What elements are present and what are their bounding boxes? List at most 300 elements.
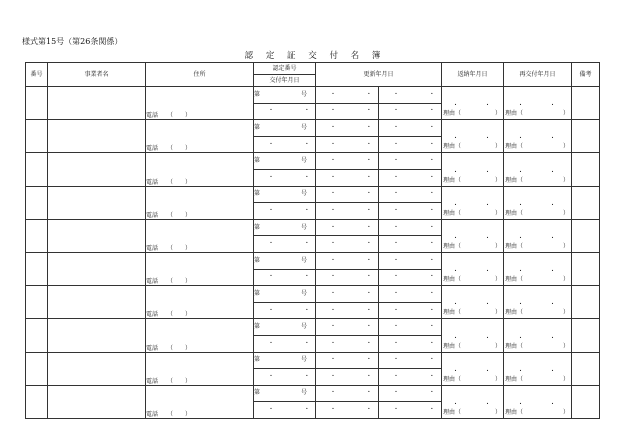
return-date-cell[interactable] bbox=[442, 219, 504, 252]
business-name-cell[interactable] bbox=[48, 87, 146, 120]
date-dots: ・ ・ bbox=[393, 306, 449, 314]
date-dots: ・ ・ bbox=[330, 356, 386, 364]
date-dots: ・ ・ bbox=[268, 206, 324, 214]
reason-suffix: ） bbox=[495, 276, 502, 284]
reissue-date-cell[interactable] bbox=[504, 153, 572, 186]
address-cell[interactable] bbox=[146, 219, 254, 252]
renewal-date-3[interactable] bbox=[316, 402, 386, 419]
date-dots: ・ ・ bbox=[393, 140, 449, 148]
date-dots: ・ ・ bbox=[268, 306, 324, 314]
reason-suffix: ） bbox=[495, 342, 502, 350]
reason-prefix: 理由（ bbox=[505, 209, 524, 217]
address-cell[interactable] bbox=[146, 385, 254, 418]
business-name-cell[interactable] bbox=[48, 385, 146, 418]
date-dots: ・ ・ bbox=[330, 372, 386, 380]
date-dots: ・ ・ bbox=[330, 389, 386, 397]
table-row bbox=[26, 120, 600, 137]
business-name-cell[interactable] bbox=[48, 186, 146, 219]
table-row bbox=[26, 286, 600, 303]
remarks-cell[interactable] bbox=[572, 120, 600, 153]
reason-suffix: ） bbox=[563, 408, 570, 416]
reason-prefix: 理由（ bbox=[443, 408, 462, 416]
phone-label: 電話 （ ） bbox=[146, 178, 192, 186]
cert-number-cell[interactable] bbox=[254, 286, 316, 303]
reason-prefix: 理由（ bbox=[505, 408, 524, 416]
date-dots: ・ ・ bbox=[393, 223, 449, 231]
reason-suffix: ） bbox=[563, 242, 570, 250]
cert-number-cell[interactable] bbox=[254, 385, 316, 402]
date-dots: ・ ・ bbox=[517, 102, 568, 110]
cert-prefix: 第 bbox=[254, 323, 261, 331]
date-dots: ・ ・ bbox=[268, 173, 324, 181]
date-dots: ・ ・ bbox=[393, 123, 449, 131]
cert-prefix: 第 bbox=[254, 90, 261, 98]
cert-suffix: 号 bbox=[300, 223, 307, 231]
address-cell[interactable] bbox=[146, 153, 254, 186]
date-dots: ・ ・ bbox=[452, 234, 503, 242]
renewal-date-3[interactable] bbox=[316, 302, 386, 319]
reason-suffix: ） bbox=[563, 342, 570, 350]
reason-prefix: 理由（ bbox=[443, 176, 462, 184]
phone-label: 電話 （ ） bbox=[146, 311, 192, 319]
renewal-date-4[interactable] bbox=[379, 335, 449, 352]
address-cell[interactable] bbox=[146, 286, 254, 319]
cert-suffix: 号 bbox=[300, 90, 307, 98]
reason-field bbox=[442, 344, 503, 352]
reason-field bbox=[442, 178, 503, 186]
reason-prefix: 理由（ bbox=[505, 242, 524, 250]
issue-date-cell[interactable] bbox=[254, 103, 324, 120]
date-dots: ・ ・ bbox=[330, 140, 386, 148]
table-row bbox=[26, 219, 600, 236]
cert-prefix: 第 bbox=[254, 389, 261, 397]
renewal-date-2[interactable] bbox=[379, 153, 449, 170]
reason-field bbox=[442, 310, 503, 318]
table-row bbox=[26, 319, 600, 336]
issue-date-cell[interactable] bbox=[254, 136, 324, 153]
date-dots: ・ ・ bbox=[268, 406, 324, 414]
cert-number-cell[interactable] bbox=[254, 219, 316, 236]
row-number-cell[interactable] bbox=[26, 385, 48, 418]
renewal-date-2[interactable] bbox=[379, 319, 449, 336]
reason-suffix: ） bbox=[495, 209, 502, 217]
renewal-date-3[interactable] bbox=[316, 269, 386, 286]
cert-prefix: 第 bbox=[254, 123, 261, 131]
date-dots: ・ ・ bbox=[393, 323, 449, 331]
issue-date-cell[interactable] bbox=[254, 269, 324, 286]
header-return-date: 返納年月日 bbox=[442, 63, 504, 87]
date-dots: ・ ・ bbox=[268, 107, 324, 115]
renewal-date-3[interactable] bbox=[316, 236, 386, 253]
renewal-date-2[interactable] bbox=[379, 87, 449, 104]
cert-number-cell[interactable] bbox=[254, 120, 316, 137]
date-dots: ・ ・ bbox=[517, 301, 568, 309]
table-row bbox=[26, 87, 600, 104]
business-name-cell[interactable] bbox=[48, 153, 146, 186]
return-date-cell[interactable] bbox=[442, 186, 504, 219]
renewal-date-3[interactable] bbox=[316, 369, 386, 386]
issue-date-cell[interactable] bbox=[254, 402, 324, 419]
date-dots: ・ ・ bbox=[330, 339, 386, 347]
renewal-date-4[interactable] bbox=[379, 203, 449, 220]
business-name-cell[interactable] bbox=[48, 120, 146, 153]
reason-prefix: 理由（ bbox=[443, 309, 462, 317]
issue-date-cell[interactable] bbox=[254, 335, 324, 352]
register-body bbox=[26, 87, 600, 419]
register-table bbox=[25, 62, 600, 419]
header-renewal: 更新年月日 bbox=[316, 63, 442, 87]
reissue-date-cell[interactable] bbox=[504, 352, 572, 385]
remarks-cell[interactable] bbox=[572, 87, 600, 120]
cert-suffix: 号 bbox=[300, 256, 307, 264]
date-dots: ・ ・ bbox=[452, 400, 503, 408]
row-number-cell[interactable] bbox=[26, 87, 48, 120]
row-number-cell[interactable] bbox=[26, 219, 48, 252]
renewal-date-3[interactable] bbox=[316, 169, 386, 186]
renewal-date-4[interactable] bbox=[379, 236, 449, 253]
date-dots: ・ ・ bbox=[517, 234, 568, 242]
renewal-date-1[interactable] bbox=[316, 252, 386, 269]
remarks-cell[interactable] bbox=[572, 286, 600, 319]
row-number-cell[interactable] bbox=[26, 319, 48, 352]
date-dots: ・ ・ bbox=[517, 168, 568, 176]
issue-date-cell[interactable] bbox=[254, 169, 324, 186]
date-dots: ・ ・ bbox=[393, 173, 449, 181]
header-number: 番号 bbox=[26, 63, 48, 87]
date-dots: ・ ・ bbox=[517, 400, 568, 408]
date-dots: ・ ・ bbox=[330, 123, 386, 131]
reason-prefix: 理由（ bbox=[505, 342, 524, 350]
remarks-cell[interactable] bbox=[572, 186, 600, 219]
reason-field bbox=[504, 211, 571, 219]
date-dots: ・ ・ bbox=[517, 201, 568, 209]
reissue-date-cell[interactable] bbox=[504, 87, 572, 120]
date-dots: ・ ・ bbox=[517, 268, 568, 276]
date-dots: ・ ・ bbox=[330, 306, 386, 314]
date-dots: ・ ・ bbox=[452, 102, 503, 110]
reason-prefix: 理由（ bbox=[443, 143, 462, 151]
cert-suffix: 号 bbox=[300, 190, 307, 198]
renewal-date-1[interactable] bbox=[316, 385, 386, 402]
cert-prefix: 第 bbox=[254, 356, 261, 364]
renewal-date-2[interactable] bbox=[379, 186, 449, 203]
phone-label: 電話 （ ） bbox=[146, 145, 192, 153]
header-address: 住所 bbox=[146, 63, 254, 87]
return-date-cell[interactable] bbox=[442, 286, 504, 319]
date-dots: ・ ・ bbox=[393, 389, 449, 397]
reason-suffix: ） bbox=[495, 408, 502, 416]
reason-field bbox=[442, 111, 503, 119]
phone-label: 電話 （ ） bbox=[146, 244, 192, 252]
date-dots: ・ ・ bbox=[517, 135, 568, 143]
reason-prefix: 理由（ bbox=[505, 375, 524, 383]
reason-field bbox=[504, 344, 571, 352]
issue-date-cell[interactable] bbox=[254, 369, 324, 386]
renewal-date-4[interactable] bbox=[379, 136, 449, 153]
return-date-cell[interactable] bbox=[442, 153, 504, 186]
reason-field bbox=[442, 377, 503, 385]
reason-prefix: 理由（ bbox=[505, 110, 524, 118]
date-dots: ・ ・ bbox=[330, 206, 386, 214]
date-dots: ・ ・ bbox=[330, 323, 386, 331]
reissue-date-cell[interactable] bbox=[504, 252, 572, 285]
address-cell[interactable] bbox=[146, 319, 254, 352]
cert-number-cell[interactable] bbox=[254, 319, 316, 336]
renewal-date-3[interactable] bbox=[316, 203, 386, 220]
reissue-date-cell[interactable] bbox=[504, 286, 572, 319]
cert-prefix: 第 bbox=[254, 190, 261, 198]
date-dots: ・ ・ bbox=[330, 240, 386, 248]
business-name-cell[interactable] bbox=[48, 319, 146, 352]
date-dots: ・ ・ bbox=[393, 240, 449, 248]
cert-number-cell[interactable] bbox=[254, 87, 316, 104]
reason-suffix: ） bbox=[563, 375, 570, 383]
date-dots: ・ ・ bbox=[330, 289, 386, 297]
reason-field bbox=[504, 377, 571, 385]
reason-prefix: 理由（ bbox=[443, 375, 462, 383]
reason-prefix: 理由（ bbox=[443, 242, 462, 250]
reason-prefix: 理由（ bbox=[505, 276, 524, 284]
cert-suffix: 号 bbox=[300, 123, 307, 131]
cert-suffix: 号 bbox=[300, 157, 307, 165]
return-date-cell[interactable] bbox=[442, 352, 504, 385]
table-row bbox=[26, 186, 600, 203]
renewal-date-2[interactable] bbox=[379, 352, 449, 369]
business-name-cell[interactable] bbox=[48, 219, 146, 252]
reason-field bbox=[504, 111, 571, 119]
remarks-cell[interactable] bbox=[572, 153, 600, 186]
cert-suffix: 号 bbox=[300, 356, 307, 364]
date-dots: ・ ・ bbox=[393, 157, 449, 165]
date-dots: ・ ・ bbox=[330, 107, 386, 115]
address-cell[interactable] bbox=[146, 87, 254, 120]
reason-field bbox=[504, 277, 571, 285]
renewal-date-4[interactable] bbox=[379, 302, 449, 319]
date-dots: ・ ・ bbox=[393, 289, 449, 297]
header-remarks: 備考 bbox=[572, 63, 600, 87]
phone-label: 電話 （ ） bbox=[146, 410, 192, 418]
return-date-cell[interactable] bbox=[442, 319, 504, 352]
date-dots: ・ ・ bbox=[268, 273, 324, 281]
business-name-cell[interactable] bbox=[48, 252, 146, 285]
date-dots: ・ ・ bbox=[393, 206, 449, 214]
remarks-cell[interactable] bbox=[572, 352, 600, 385]
cert-number-cell[interactable] bbox=[254, 153, 316, 170]
row-number-cell[interactable] bbox=[26, 120, 48, 153]
date-dots: ・ ・ bbox=[452, 268, 503, 276]
date-dots: ・ ・ bbox=[330, 223, 386, 231]
reissue-date-cell[interactable] bbox=[504, 319, 572, 352]
cert-prefix: 第 bbox=[254, 223, 261, 231]
date-dots: ・ ・ bbox=[393, 339, 449, 347]
date-dots: ・ ・ bbox=[393, 256, 449, 264]
cert-suffix: 号 bbox=[300, 323, 307, 331]
renewal-date-3[interactable] bbox=[316, 335, 386, 352]
phone-label: 電話 （ ） bbox=[146, 377, 192, 385]
reason-field bbox=[442, 410, 503, 418]
reason-field bbox=[504, 178, 571, 186]
cert-prefix: 第 bbox=[254, 256, 261, 264]
renewal-date-1[interactable] bbox=[316, 319, 386, 336]
date-dots: ・ ・ bbox=[452, 301, 503, 309]
reason-suffix: ） bbox=[563, 309, 570, 317]
reason-prefix: 理由（ bbox=[505, 143, 524, 151]
date-dots: ・ ・ bbox=[330, 90, 386, 98]
date-dots: ・ ・ bbox=[452, 334, 503, 342]
date-dots: ・ ・ bbox=[330, 190, 386, 198]
reason-field bbox=[504, 310, 571, 318]
date-dots: ・ ・ bbox=[393, 406, 449, 414]
reason-prefix: 理由（ bbox=[443, 342, 462, 350]
reason-field bbox=[504, 410, 571, 418]
renewal-date-2[interactable] bbox=[379, 120, 449, 137]
reason-prefix: 理由（ bbox=[443, 110, 462, 118]
reissue-date-cell[interactable] bbox=[504, 219, 572, 252]
header-reissue-date: 再交付年月日 bbox=[504, 63, 572, 87]
remarks-cell[interactable] bbox=[572, 319, 600, 352]
date-dots: ・ ・ bbox=[517, 367, 568, 375]
header-issue-date: 交付年月日 bbox=[254, 75, 316, 87]
reason-suffix: ） bbox=[495, 143, 502, 151]
issue-date-cell[interactable] bbox=[254, 203, 324, 220]
return-date-cell[interactable] bbox=[442, 120, 504, 153]
form-label: 様式第15号（第26条関係） bbox=[22, 37, 123, 46]
remarks-cell[interactable] bbox=[572, 385, 600, 418]
reason-suffix: ） bbox=[495, 242, 502, 250]
date-dots: ・ ・ bbox=[393, 90, 449, 98]
renewal-date-1[interactable] bbox=[316, 186, 386, 203]
renewal-date-4[interactable] bbox=[379, 169, 449, 186]
address-cell[interactable] bbox=[146, 186, 254, 219]
renewal-date-4[interactable] bbox=[379, 369, 449, 386]
reason-suffix: ） bbox=[563, 176, 570, 184]
business-name-cell[interactable] bbox=[48, 352, 146, 385]
return-date-cell[interactable] bbox=[442, 252, 504, 285]
table-row bbox=[26, 153, 600, 170]
date-dots: ・ ・ bbox=[330, 157, 386, 165]
date-dots: ・ ・ bbox=[393, 190, 449, 198]
renewal-date-2[interactable] bbox=[379, 286, 449, 303]
renewal-date-1[interactable] bbox=[316, 352, 386, 369]
date-dots: ・ ・ bbox=[393, 273, 449, 281]
renewal-date-4[interactable] bbox=[379, 402, 449, 419]
phone-label: 電話 （ ） bbox=[146, 344, 192, 352]
business-name-cell[interactable] bbox=[48, 286, 146, 319]
reason-field bbox=[504, 244, 571, 252]
renewal-date-1[interactable] bbox=[316, 153, 386, 170]
phone-label: 電話 （ ） bbox=[146, 278, 192, 286]
date-dots: ・ ・ bbox=[517, 334, 568, 342]
issue-date-cell[interactable] bbox=[254, 302, 324, 319]
issue-date-cell[interactable] bbox=[254, 236, 324, 253]
renewal-date-2[interactable] bbox=[379, 252, 449, 269]
header-cert-number: 認定番号 bbox=[254, 63, 316, 75]
reason-suffix: ） bbox=[563, 276, 570, 284]
remarks-cell[interactable] bbox=[572, 219, 600, 252]
reason-field bbox=[442, 211, 503, 219]
date-dots: ・ ・ bbox=[330, 173, 386, 181]
form-title: 認 定 証 交 付 名 簿 bbox=[244, 51, 386, 61]
reason-suffix: ） bbox=[495, 375, 502, 383]
cert-suffix: 号 bbox=[300, 289, 307, 297]
date-dots: ・ ・ bbox=[330, 273, 386, 281]
reason-prefix: 理由（ bbox=[443, 209, 462, 217]
reason-suffix: ） bbox=[495, 110, 502, 118]
reason-field bbox=[504, 144, 571, 152]
renewal-date-1[interactable] bbox=[316, 219, 386, 236]
renewal-date-2[interactable] bbox=[379, 219, 449, 236]
table-row bbox=[26, 385, 600, 402]
date-dots: ・ ・ bbox=[268, 240, 324, 248]
return-date-cell[interactable] bbox=[442, 385, 504, 418]
date-dots: ・ ・ bbox=[452, 367, 503, 375]
renewal-date-2[interactable] bbox=[379, 385, 449, 402]
table-row bbox=[26, 252, 600, 269]
reason-prefix: 理由（ bbox=[505, 309, 524, 317]
renewal-date-4[interactable] bbox=[379, 269, 449, 286]
reason-field bbox=[442, 277, 503, 285]
reason-suffix: ） bbox=[495, 176, 502, 184]
phone-label: 電話 （ ） bbox=[146, 211, 192, 219]
cert-prefix: 第 bbox=[254, 289, 261, 297]
date-dots: ・ ・ bbox=[452, 135, 503, 143]
date-dots: ・ ・ bbox=[452, 201, 503, 209]
reason-suffix: ） bbox=[563, 110, 570, 118]
date-dots: ・ ・ bbox=[330, 256, 386, 264]
cert-suffix: 号 bbox=[300, 389, 307, 397]
row-number-cell[interactable] bbox=[26, 153, 48, 186]
row-number-cell[interactable] bbox=[26, 186, 48, 219]
address-cell[interactable] bbox=[146, 252, 254, 285]
table-row bbox=[26, 352, 600, 369]
date-dots: ・ ・ bbox=[330, 406, 386, 414]
renewal-date-1[interactable] bbox=[316, 87, 386, 104]
date-dots: ・ ・ bbox=[452, 168, 503, 176]
row-number-cell[interactable] bbox=[26, 252, 48, 285]
cert-number-cell[interactable] bbox=[254, 352, 316, 369]
renewal-date-1[interactable] bbox=[316, 286, 386, 303]
date-dots: ・ ・ bbox=[268, 339, 324, 347]
phone-label: 電話 （ ） bbox=[146, 112, 192, 120]
row-number-cell[interactable] bbox=[26, 286, 48, 319]
header-business: 事業者名 bbox=[48, 63, 146, 87]
cert-number-cell[interactable] bbox=[254, 186, 316, 203]
renewal-date-3[interactable] bbox=[316, 103, 386, 120]
renewal-date-3[interactable] bbox=[316, 136, 386, 153]
reissue-date-cell[interactable] bbox=[504, 186, 572, 219]
date-dots: ・ ・ bbox=[393, 372, 449, 380]
reason-suffix: ） bbox=[495, 309, 502, 317]
date-dots: ・ ・ bbox=[268, 140, 324, 148]
address-cell[interactable] bbox=[146, 352, 254, 385]
reason-field bbox=[442, 244, 503, 252]
remarks-cell[interactable] bbox=[572, 252, 600, 285]
reissue-date-cell[interactable] bbox=[504, 385, 572, 418]
cert-prefix: 第 bbox=[254, 157, 261, 165]
return-date-cell[interactable] bbox=[442, 87, 504, 120]
renewal-date-4[interactable] bbox=[379, 103, 449, 120]
date-dots: ・ ・ bbox=[393, 356, 449, 364]
address-cell[interactable] bbox=[146, 120, 254, 153]
reason-suffix: ） bbox=[563, 143, 570, 151]
renewal-date-1[interactable] bbox=[316, 120, 386, 137]
date-dots: ・ ・ bbox=[393, 107, 449, 115]
reissue-date-cell[interactable] bbox=[504, 120, 572, 153]
reason-field bbox=[442, 144, 503, 152]
cert-number-cell[interactable] bbox=[254, 252, 316, 269]
row-number-cell[interactable] bbox=[26, 352, 48, 385]
reason-prefix: 理由（ bbox=[505, 176, 524, 184]
